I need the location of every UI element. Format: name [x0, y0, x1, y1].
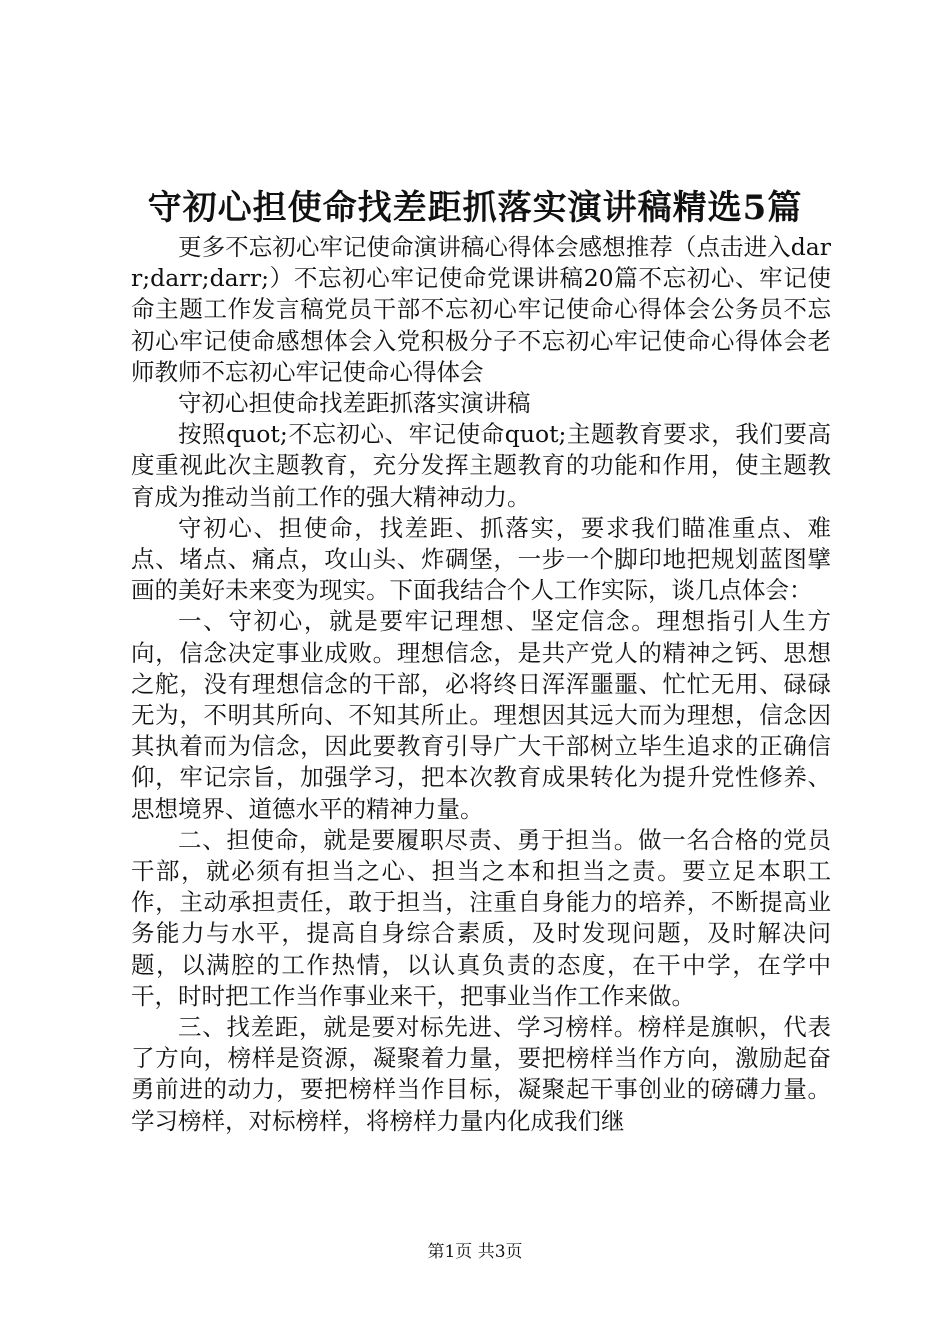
document-body — [131, 232, 831, 1137]
paragraph-recommendations: 更多不忘初心牢记使命演讲稿心得体会感想推荐（点击进入darr;darr;darr;）不忘初心牢记使命党课讲稿20篇不忘初心、牢记使命主题工作发言稿党员干部不忘初心牢记使命心得体会公务员不忘初心牢记使命感想体会入党积极分子不忘初心牢记使命心得体会老师教师不忘初心牢记使命心得体会 — [131, 233, 831, 386]
paragraph-point-one: 一、守初心，就是要牢记理想、坚定信念。理想指引人生方向，信念决定事业成败。理想信念，是共产党人的精神之钙、思想之舵，没有理想信念的干部，必将终日浑浑噩噩、忙忙无用、碌碌无为，不明其所向、不知其所止。理想因其远大而为理想，信念因其执着而为信念，因此要教育引导广大干部树立毕生追求的正确信仰，牢记宗旨，加强学习，把本次教育成果转化为提升党性修养、思想境界、道德水平的精神力量。 — [131, 607, 831, 823]
document-title: 守初心担使命找差距抓落实演讲稿精选5篇 — [147, 188, 803, 228]
paragraph-point-two: 二、担使命，就是要履职尽责、勇于担当。做一名合格的党员干部，就必须有担当之心、担当之本和担当之责。要立足本职工作，主动承担责任，敢于担当，注重自身能力的培养，不断提高业务能力与水平，提高自身综合素质，及时发现问题，及时解决问题，以满腔的工作热情，以认真负责的态度，在干中学，在学中干，时时把工作当作事业来干，把事业当作工作来做。 — [131, 825, 831, 1010]
paragraph-point-three: 三、找差距，就是要对标先进、学习榜样。榜样是旗帜，代表了方向，榜样是资源，凝聚着力量，要把榜样当作方向，激励起奋勇前进的动力，要把榜样当作目标，凝聚起干事创业的磅礴力量。学习榜样，对标榜样，将榜样力量内化成我们继 — [131, 1013, 831, 1135]
paragraph-subtitle: 守初心担使命找差距抓落实演讲稿 — [178, 389, 531, 418]
paragraph-intro: 按照quot;不忘初心、牢记使命quot;主题教育要求，我们要高度重视此次主题教育，充分发挥主题教育的功能和作用，使主题教育成为推动当前工作的强大精神动力。 — [131, 420, 831, 511]
paragraph-overview: 守初心、担使命，找差距、抓落实，要求我们瞄准重点、难点、堵点、痛点，攻山头、炸碉堡，一步一个脚印地把规划蓝图擘画的美好未来变为现实。下面我结合个人工作实际，谈几点体会： — [131, 513, 831, 605]
page-number-footer: 第1页 共3页 — [427, 1242, 523, 1262]
